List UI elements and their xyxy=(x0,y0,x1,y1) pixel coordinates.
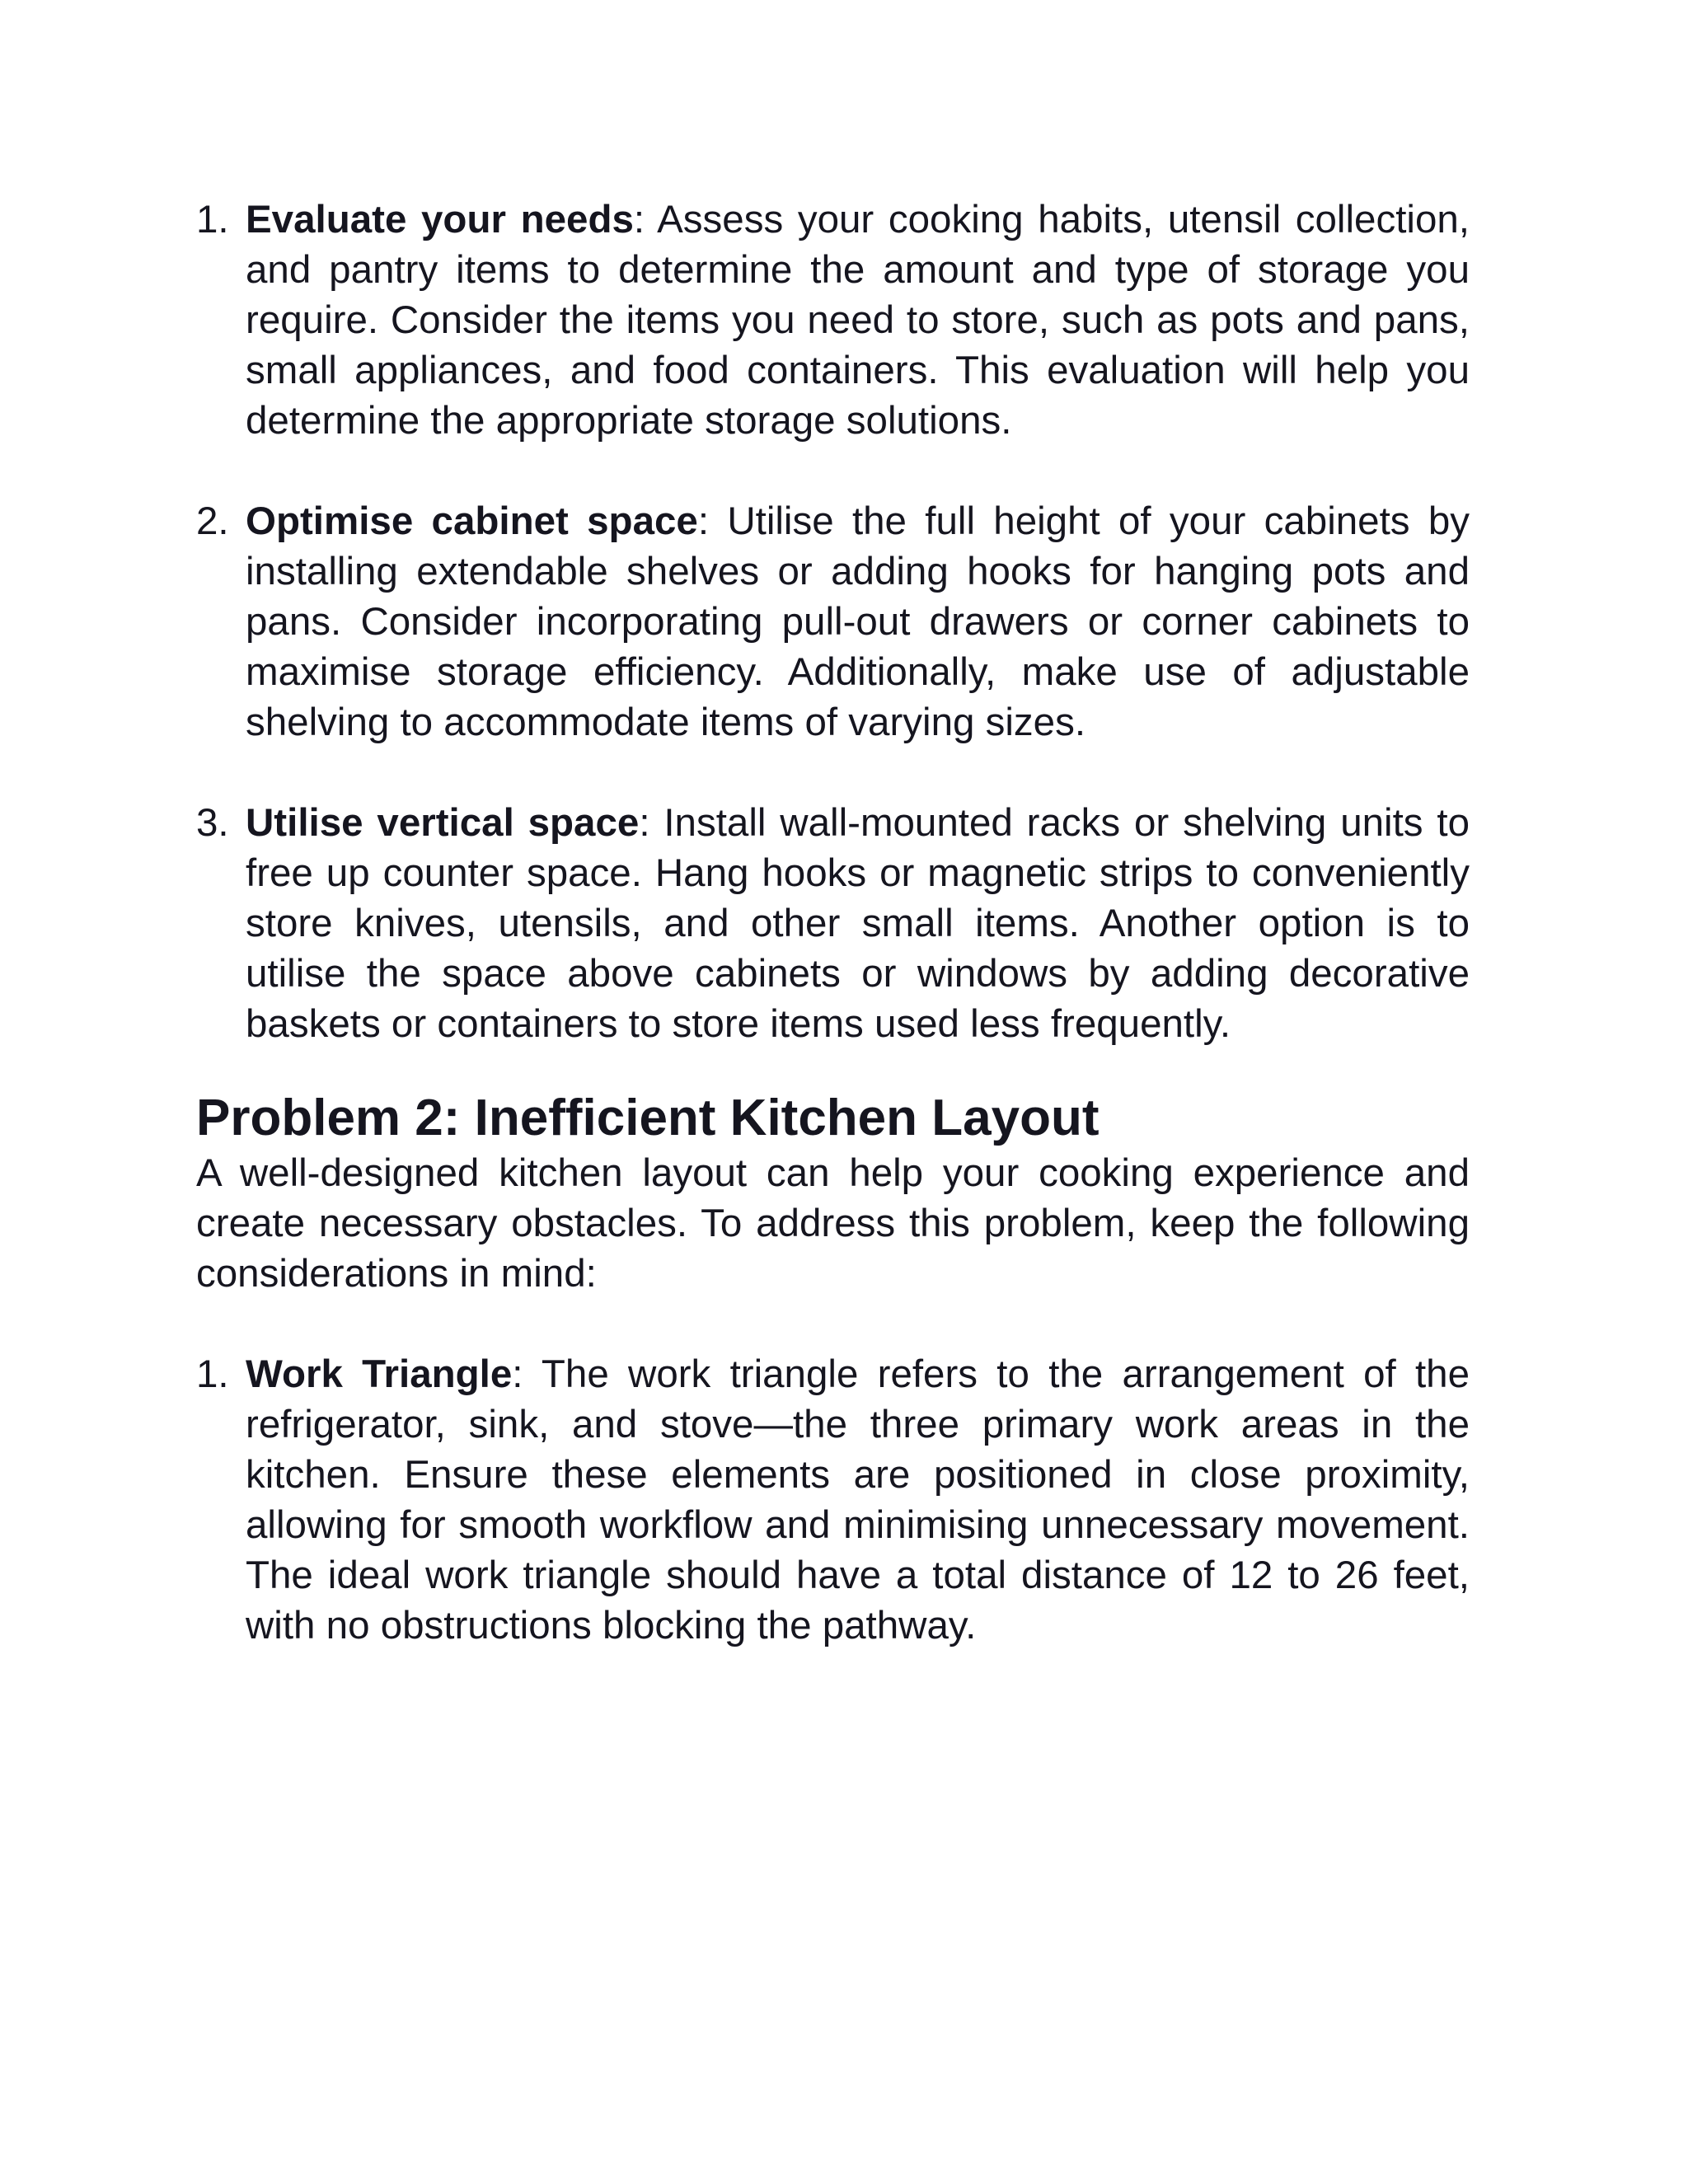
section-heading: Problem 2: Inefficient Kitchen Layout xyxy=(196,1090,1100,1146)
list-item xyxy=(196,798,1470,1049)
list-item-term: Utilise vertical space xyxy=(246,801,640,845)
list-item-body xyxy=(246,1349,1470,1651)
list-item-text: : Install wall-mounted racks or shelving units to free up counter space. Hang hooks or magnetic strips to conveniently store knives, utensils, and other small items. Another option is to utilise the space above cabinets or windows by adding decorative baskets or containers to store items used less frequently. xyxy=(246,801,1470,1046)
list-item-text: : The work triangle refers to the arrangement of the refrigerator, sink, and stove—the three primary work areas in the kitchen. Ensure these elements are positioned in close proximity, allowing for smooth workflow and minimising unnecessary movement. The ideal work triangle should have a total distance of 12 to 26 feet, with no obstructions blocking the pathway. xyxy=(246,1352,1470,1647)
list-item-number: 1. xyxy=(196,1352,229,1396)
list-item-number: 2. xyxy=(196,499,229,543)
list-item-term: Optimise cabinet space xyxy=(246,499,698,543)
section-intro: A well-designed kitchen layout can help your cooking experience and create necessary obstacles. To address this problem, keep the following considerations in mind: xyxy=(196,1151,1470,1296)
list-item-body xyxy=(246,798,1470,1049)
storage-tips-list xyxy=(196,194,1470,1049)
list-item-term: Evaluate your needs xyxy=(246,198,634,241)
layout-considerations-list xyxy=(196,1349,1470,1651)
list-item-text: : Utilise the full height of your cabinets by installing extendable shelves or adding hooks for hanging pots and pans. Consider incorporating pull-out drawers or corner cabinets to maximise storage efficiency. Additionally, make use of adjustable shelving to accommodate items of varying sizes. xyxy=(246,499,1470,744)
list-item xyxy=(196,1349,1470,1651)
list-item-term: Work Triangle xyxy=(246,1352,513,1396)
document-page xyxy=(196,194,1470,1651)
list-item xyxy=(196,496,1470,748)
list-item-number: 3. xyxy=(196,801,229,845)
list-item-number: 1. xyxy=(196,198,229,241)
list-item-body xyxy=(246,194,1470,446)
list-item xyxy=(196,194,1470,446)
list-item-text: : Assess your cooking habits, utensil collection, and pantry items to determine the amount and type of storage you require. Consider the items you need to store, such as pots and pans, small appliances, and food containers. This evaluation will help you determine the appropriate storage solutions. xyxy=(246,198,1470,443)
list-item-body xyxy=(246,496,1470,748)
